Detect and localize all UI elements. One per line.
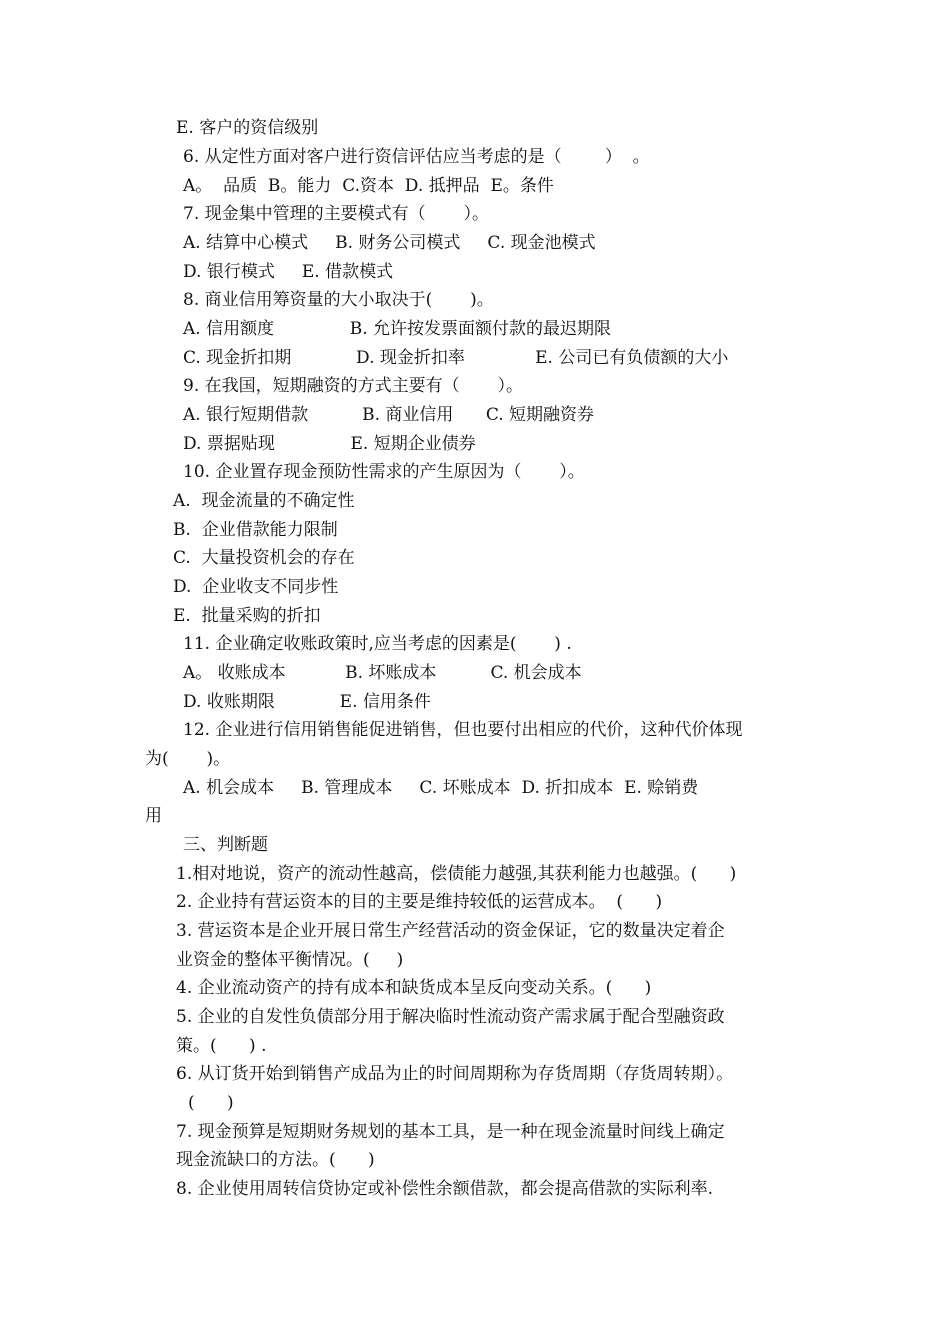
option-line: A. 信用额度 B. 允许按发票面额付款的最迟期限 — [183, 319, 612, 339]
option-line: D. 银行模式 E. 借款模式 — [183, 262, 394, 282]
judgment-item-continuation: 业资金的整体平衡情况。( ) — [176, 950, 404, 970]
option-line: A。 收账成本 B. 坏账成本 C. 机会成本 — [183, 663, 582, 683]
judgment-item: 4. 企业流动资产的持有成本和缺货成本呈反向变动关系。( ) — [176, 978, 652, 998]
judgment-item-continuation: ( ) — [188, 1093, 234, 1113]
section-heading: 三、判断题 — [183, 835, 268, 855]
question-line: 6. 从定性方面对客户进行资信评估应当考虑的是（ ） 。 — [183, 147, 650, 167]
option-line: A. 机会成本 B. 管理成本 C. 坏账成本 D. 折扣成本 E. 赊销费 — [183, 778, 699, 798]
judgment-item: 5. 企业的自发性负债部分用于解决临时性流动资产需求属于配合型融资政 — [176, 1007, 725, 1027]
option-line: A. 结算中心模式 B. 财务公司模式 C. 现金池模式 — [183, 233, 596, 253]
option-line: D. 收账期限 E. 信用条件 — [183, 692, 431, 712]
question-line: 11. 企业确定收账政策时,应当考虑的因素是( ) . — [183, 634, 572, 654]
option-line: A。 品质 B。能力 C.资本 D. 抵押品 E。条件 — [183, 176, 554, 196]
judgment-item: 6. 从订货开始到销售产成品为止的时间周期称为存货周期（存货周转期）。 — [176, 1064, 734, 1084]
question-line: 7. 现金集中管理的主要模式有（ ）。 — [183, 204, 489, 224]
option-line: C. 大量投资机会的存在 — [173, 548, 355, 568]
question-line: 8. 商业信用筹资量的大小取决于( )。 — [183, 290, 494, 310]
option-line: A. 现金流量的不确定性 — [173, 491, 355, 511]
judgment-item: 1.相对地说，资产的流动性越高，偿债能力越强,其获利能力也越强。( ) — [176, 864, 737, 884]
option-line: D. 企业收支不同步性 — [173, 577, 339, 597]
judgment-item: 7. 现金预算是短期财务规划的基本工具，是一种在现金流量时间线上确定 — [176, 1122, 725, 1142]
judgment-item-continuation: 现金流缺口的方法。( ) — [176, 1150, 375, 1170]
judgment-item: 2. 企业持有营运资本的目的主要是维持较低的运营成本。 ( ) — [176, 892, 663, 912]
question-line: 12. 企业进行信用销售能促进销售，但也要付出相应的代价，这种代价体现 — [183, 720, 743, 740]
option-line: B. 企业借款能力限制 — [173, 520, 338, 540]
judgment-item-continuation: 策。( ) . — [176, 1036, 267, 1056]
option-line: A. 银行短期借款 B. 商业信用 C. 短期融资券 — [183, 405, 595, 425]
question-line: 10. 企业置存现金预防性需求的产生原因为（ ）。 — [183, 462, 585, 482]
option-line: D. 票据贴现 E. 短期企业债券 — [183, 434, 476, 454]
option-line: C. 现金折扣期 D. 现金折扣率 E. 公司已有负债额的大小 — [183, 348, 729, 368]
option-line: E. 批量采购的折扣 — [173, 606, 321, 626]
judgment-item: 3. 营运资本是企业开展日常生产经营活动的资金保证，它的数量决定着企 — [176, 921, 725, 941]
question-line: 9. 在我国，短期融资的方式主要有（ ）。 — [183, 376, 523, 396]
option-line-continuation: 用 — [145, 806, 162, 826]
option-line: E. 客户的资信级别 — [176, 118, 319, 138]
question-line-continuation: 为( )。 — [145, 749, 231, 769]
judgment-item: 8. 企业使用周转信贷协定或补偿性余额借款，都会提高借款的实际利率. — [176, 1179, 714, 1199]
